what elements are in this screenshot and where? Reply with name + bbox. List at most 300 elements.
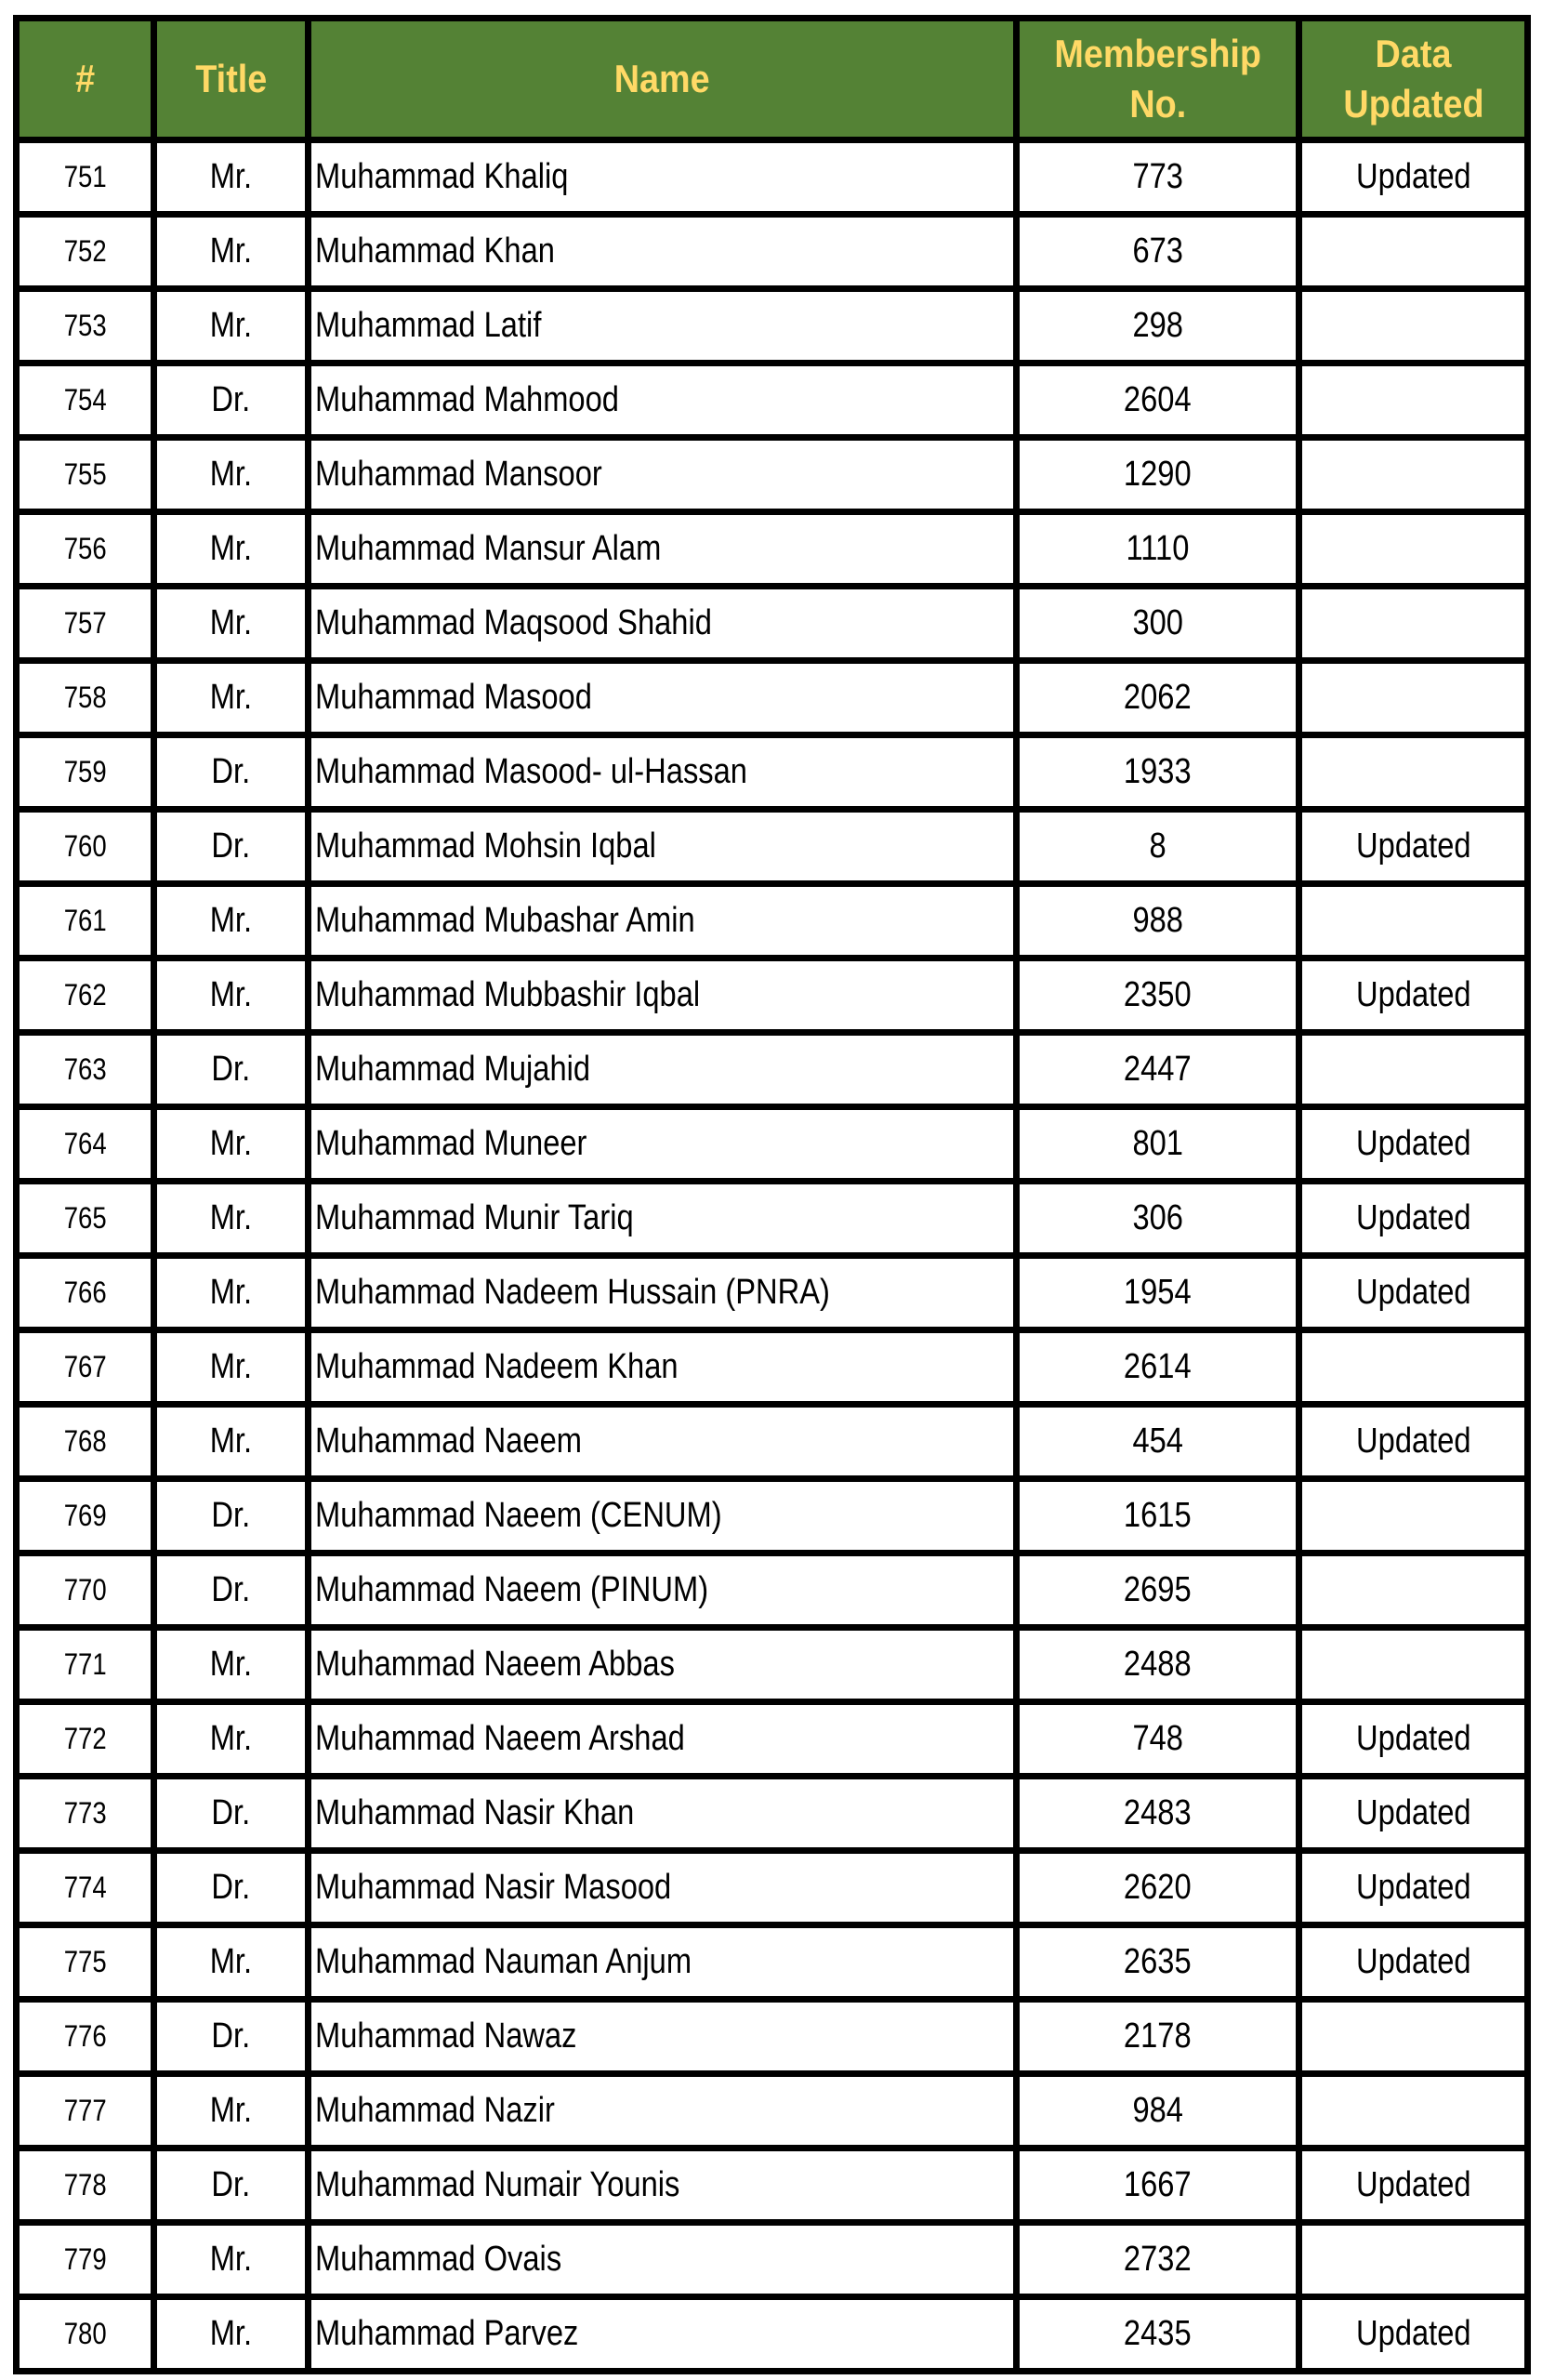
cell-title-text: Dr. xyxy=(211,380,251,419)
cell-name-text: Muhammad Nadeem Hussain (PNRA) xyxy=(315,1273,830,1312)
cell-membership-no-text: 2635 xyxy=(1124,1942,1192,1981)
cell-number-text: 768 xyxy=(63,1424,107,1458)
cell-data-updated xyxy=(1299,1702,1528,1777)
cell-title-text: Mr. xyxy=(209,1645,253,1684)
cell-name xyxy=(309,1330,1017,1405)
header-number-label: # xyxy=(74,57,96,100)
cell-name-text: Muhammad Latif xyxy=(315,306,542,345)
cell-name xyxy=(309,1107,1017,1182)
cell-membership-no xyxy=(1017,959,1299,1033)
cell-data-updated xyxy=(1299,1479,1528,1554)
cell-name-text: Muhammad Ovais xyxy=(315,2240,562,2279)
cell-number xyxy=(17,1107,154,1182)
cell-name-text: Muhammad Nasir Khan xyxy=(315,1793,635,1832)
cell-number xyxy=(17,1256,154,1330)
cell-membership-no-text: 988 xyxy=(1132,901,1183,940)
cell-number-text: 753 xyxy=(63,309,107,342)
cell-number xyxy=(17,1182,154,1256)
cell-name-text: Muhammad Khan xyxy=(315,231,555,271)
table-row xyxy=(17,1405,1528,1479)
cell-title-text: Dr. xyxy=(211,2016,251,2056)
cell-membership-no xyxy=(1017,1405,1299,1479)
cell-membership-no xyxy=(1017,1182,1299,1256)
cell-number xyxy=(17,289,154,364)
cell-title xyxy=(154,215,309,289)
cell-title xyxy=(154,1702,309,1777)
cell-data-updated xyxy=(1299,1256,1528,1330)
cell-name xyxy=(309,364,1017,438)
cell-title xyxy=(154,1405,309,1479)
cell-membership-no xyxy=(1017,1033,1299,1107)
cell-name-text: Muhammad Mohsin Iqbal xyxy=(315,826,656,866)
cell-data-updated xyxy=(1299,661,1528,735)
cell-membership-no-text: 2620 xyxy=(1124,1868,1192,1907)
header-data-line1: Data xyxy=(1375,32,1452,75)
cell-number xyxy=(17,810,154,884)
header-title-label: Title xyxy=(194,57,268,100)
header-membership-no xyxy=(1017,19,1299,140)
cell-title xyxy=(154,884,309,959)
cell-name-text: Muhammad Mubbashir Iqbal xyxy=(315,975,701,1014)
cell-name xyxy=(309,1777,1017,1851)
cell-name-text: Muhammad Maqsood Shahid xyxy=(315,603,712,642)
header-name-label: Name xyxy=(614,57,710,100)
cell-number xyxy=(17,1033,154,1107)
cell-membership-no-text: 748 xyxy=(1132,1719,1183,1758)
cell-data-updated xyxy=(1299,735,1528,810)
cell-number-text: 775 xyxy=(63,1945,107,1978)
cell-title xyxy=(154,1107,309,1182)
cell-name xyxy=(309,140,1017,215)
cell-number-text: 754 xyxy=(63,383,107,416)
cell-name-text: Muhammad Parvez xyxy=(315,2314,579,2353)
cell-membership-no xyxy=(1017,884,1299,959)
cell-data-updated xyxy=(1299,364,1528,438)
cell-membership-no-text: 984 xyxy=(1132,2091,1183,2130)
cell-membership-no xyxy=(1017,1256,1299,1330)
cell-name xyxy=(309,1851,1017,1925)
cell-title-text: Mr. xyxy=(209,2091,253,2130)
cell-name-text: Muhammad Mansoor xyxy=(315,455,602,494)
cell-name xyxy=(309,1554,1017,1628)
cell-name-text: Muhammad Khaliq xyxy=(315,157,569,196)
cell-membership-no xyxy=(1017,1107,1299,1182)
cell-membership-no xyxy=(1017,1479,1299,1554)
table-body xyxy=(17,140,1528,2372)
header-membership-line1: Membership xyxy=(1054,32,1261,75)
cell-title-text: Mr. xyxy=(209,1124,253,1163)
cell-title xyxy=(154,587,309,661)
cell-number-text: 767 xyxy=(63,1350,107,1383)
cell-membership-no-text: 1615 xyxy=(1124,1496,1192,1535)
header-membership-line2: No. xyxy=(1129,82,1186,126)
table-row xyxy=(17,1330,1528,1405)
table-row xyxy=(17,587,1528,661)
cell-data-updated xyxy=(1299,512,1528,587)
cell-name xyxy=(309,1405,1017,1479)
table-row xyxy=(17,810,1528,884)
cell-name xyxy=(309,512,1017,587)
cell-title-text: Mr. xyxy=(209,975,253,1014)
cell-title xyxy=(154,1182,309,1256)
cell-title xyxy=(154,2149,309,2223)
cell-name-text: Muhammad Masood- ul-Hassan xyxy=(315,752,747,791)
cell-membership-no xyxy=(1017,1330,1299,1405)
cell-membership-no-text: 1954 xyxy=(1124,1273,1192,1312)
cell-name xyxy=(309,289,1017,364)
cell-membership-no xyxy=(1017,810,1299,884)
cell-membership-no xyxy=(1017,1628,1299,1702)
cell-data-updated xyxy=(1299,215,1528,289)
cell-name xyxy=(309,661,1017,735)
cell-number xyxy=(17,2223,154,2297)
cell-membership-no xyxy=(1017,512,1299,587)
cell-membership-no xyxy=(1017,2074,1299,2149)
table-row xyxy=(17,1182,1528,1256)
cell-number-text: 772 xyxy=(63,1722,107,1755)
cell-name-text: Muhammad Mansur Alam xyxy=(315,529,662,568)
cell-title-text: Dr. xyxy=(211,2165,251,2204)
cell-title xyxy=(154,661,309,735)
cell-name-text: Muhammad Nauman Anjum xyxy=(315,1942,692,1981)
cell-number-text: 770 xyxy=(63,1573,107,1606)
cell-name xyxy=(309,1628,1017,1702)
table-row xyxy=(17,1777,1528,1851)
cell-data-updated-text: Updated xyxy=(1355,1868,1471,1907)
cell-title-text: Mr. xyxy=(209,1198,253,1237)
cell-title-text: Dr. xyxy=(211,752,251,791)
cell-name xyxy=(309,1182,1017,1256)
table-row xyxy=(17,289,1528,364)
cell-membership-no xyxy=(1017,1851,1299,1925)
cell-name-text: Muhammad Naeem xyxy=(315,1421,582,1461)
table-row xyxy=(17,2297,1528,2372)
cell-data-updated-text: Updated xyxy=(1355,2165,1471,2204)
header-title xyxy=(154,19,309,140)
cell-number xyxy=(17,735,154,810)
cell-membership-no xyxy=(1017,735,1299,810)
cell-title xyxy=(154,959,309,1033)
cell-membership-no-text: 306 xyxy=(1132,1198,1183,1237)
cell-name-text: Muhammad Munir Tariq xyxy=(315,1198,634,1237)
cell-number xyxy=(17,215,154,289)
cell-number-text: 780 xyxy=(63,2317,107,2350)
cell-number-text: 765 xyxy=(63,1201,107,1235)
cell-name-text: Muhammad Nasir Masood xyxy=(315,1868,672,1907)
table-row xyxy=(17,1702,1528,1777)
cell-number-text: 761 xyxy=(63,904,107,937)
cell-title xyxy=(154,1256,309,1330)
cell-name xyxy=(309,1256,1017,1330)
cell-title xyxy=(154,512,309,587)
cell-number-text: 752 xyxy=(63,234,107,268)
cell-title-text: Dr. xyxy=(211,826,251,866)
cell-title xyxy=(154,1033,309,1107)
cell-name-text: Muhammad Naeem (PINUM) xyxy=(315,1570,709,1609)
cell-title xyxy=(154,2074,309,2149)
cell-number xyxy=(17,512,154,587)
cell-title xyxy=(154,1479,309,1554)
cell-title xyxy=(154,289,309,364)
cell-title xyxy=(154,1851,309,1925)
cell-name-text: Muhammad Naeem Abbas xyxy=(315,1645,675,1684)
table-row xyxy=(17,1628,1528,1702)
cell-number-text: 755 xyxy=(63,457,107,491)
cell-data-updated xyxy=(1299,1182,1528,1256)
cell-number xyxy=(17,1330,154,1405)
header-data-updated xyxy=(1299,19,1528,140)
cell-data-updated xyxy=(1299,1777,1528,1851)
cell-title-text: Mr. xyxy=(209,306,253,345)
cell-name-text: Muhammad Mahmood xyxy=(315,380,619,419)
cell-name xyxy=(309,2000,1017,2074)
cell-data-updated xyxy=(1299,1330,1528,1405)
cell-title xyxy=(154,2000,309,2074)
cell-title-text: Dr. xyxy=(211,1793,251,1832)
cell-membership-no-text: 2614 xyxy=(1124,1347,1192,1386)
cell-data-updated-text: Updated xyxy=(1355,2314,1471,2353)
cell-data-updated xyxy=(1299,959,1528,1033)
cell-data-updated xyxy=(1299,1851,1528,1925)
cell-title-text: Mr. xyxy=(209,603,253,642)
cell-membership-no-text: 801 xyxy=(1132,1124,1183,1163)
cell-number xyxy=(17,1405,154,1479)
cell-membership-no xyxy=(1017,661,1299,735)
table-row xyxy=(17,364,1528,438)
cell-number-text: 766 xyxy=(63,1276,107,1309)
cell-membership-no xyxy=(1017,2000,1299,2074)
table-row xyxy=(17,2149,1528,2223)
cell-number xyxy=(17,140,154,215)
cell-name-text: Muhammad Nazir xyxy=(315,2091,555,2130)
cell-membership-no-text: 2350 xyxy=(1124,975,1192,1014)
cell-title-text: Dr. xyxy=(211,1868,251,1907)
cell-title-text: Mr. xyxy=(209,1273,253,1312)
cell-membership-no-text: 2695 xyxy=(1124,1570,1192,1609)
cell-name xyxy=(309,2149,1017,2223)
cell-number xyxy=(17,2000,154,2074)
cell-title-text: Mr. xyxy=(209,157,253,196)
table-row xyxy=(17,2000,1528,2074)
cell-name xyxy=(309,438,1017,512)
cell-number-text: 751 xyxy=(63,160,107,193)
cell-membership-no-text: 2732 xyxy=(1124,2240,1192,2279)
cell-membership-no-text: 2435 xyxy=(1124,2314,1192,2353)
cell-membership-no-text: 2447 xyxy=(1124,1050,1192,1089)
cell-data-updated xyxy=(1299,884,1528,959)
cell-title xyxy=(154,2223,309,2297)
cell-data-updated xyxy=(1299,2149,1528,2223)
cell-number xyxy=(17,587,154,661)
cell-title-text: Mr. xyxy=(209,1347,253,1386)
cell-data-updated xyxy=(1299,2000,1528,2074)
cell-name xyxy=(309,587,1017,661)
table-header-row xyxy=(17,19,1528,140)
cell-number-text: 760 xyxy=(63,829,107,863)
cell-membership-no-text: 454 xyxy=(1132,1421,1183,1461)
cell-number-text: 773 xyxy=(63,1796,107,1830)
cell-membership-no-text: 1290 xyxy=(1124,455,1192,494)
cell-data-updated xyxy=(1299,1628,1528,1702)
cell-membership-no-text: 2062 xyxy=(1124,678,1192,717)
cell-membership-no xyxy=(1017,1702,1299,1777)
cell-membership-no-text: 2604 xyxy=(1124,380,1192,419)
cell-number xyxy=(17,438,154,512)
table-row xyxy=(17,2074,1528,2149)
cell-number-text: 763 xyxy=(63,1052,107,1086)
cell-title xyxy=(154,1777,309,1851)
cell-title-text: Mr. xyxy=(209,901,253,940)
cell-data-updated-text: Updated xyxy=(1355,157,1471,196)
cell-title-text: Mr. xyxy=(209,231,253,271)
cell-number-text: 777 xyxy=(63,2094,107,2127)
cell-membership-no-text: 2483 xyxy=(1124,1793,1192,1832)
cell-membership-no xyxy=(1017,1777,1299,1851)
table-row xyxy=(17,1479,1528,1554)
cell-title-text: Mr. xyxy=(209,678,253,717)
cell-number-text: 764 xyxy=(63,1127,107,1160)
table-row xyxy=(17,661,1528,735)
cell-name-text: Muhammad Nawaz xyxy=(315,2016,577,2056)
cell-title xyxy=(154,810,309,884)
cell-number-text: 779 xyxy=(63,2242,107,2276)
cell-title-text: Mr. xyxy=(209,1942,253,1981)
cell-name xyxy=(309,215,1017,289)
cell-title xyxy=(154,735,309,810)
cell-number-text: 778 xyxy=(63,2168,107,2202)
cell-title-text: Dr. xyxy=(211,1570,251,1609)
cell-membership-no xyxy=(1017,1925,1299,2000)
table-row xyxy=(17,959,1528,1033)
cell-data-updated xyxy=(1299,1554,1528,1628)
table-row xyxy=(17,2223,1528,2297)
cell-name xyxy=(309,1925,1017,2000)
table-row xyxy=(17,140,1528,215)
cell-name xyxy=(309,735,1017,810)
cell-data-updated-text: Updated xyxy=(1355,1198,1471,1237)
cell-number xyxy=(17,2149,154,2223)
cell-membership-no-text: 298 xyxy=(1132,306,1183,345)
cell-data-updated xyxy=(1299,438,1528,512)
table-row xyxy=(17,1256,1528,1330)
cell-membership-no-text: 8 xyxy=(1149,826,1166,866)
cell-data-updated-text: Updated xyxy=(1355,1273,1471,1312)
cell-title xyxy=(154,1925,309,2000)
cell-number xyxy=(17,2074,154,2149)
cell-number-text: 762 xyxy=(63,978,107,1012)
cell-title xyxy=(154,2297,309,2372)
table-row xyxy=(17,438,1528,512)
cell-name xyxy=(309,884,1017,959)
cell-data-updated-text: Updated xyxy=(1355,1719,1471,1758)
cell-membership-no xyxy=(1017,2297,1299,2372)
table-row xyxy=(17,884,1528,959)
cell-membership-no xyxy=(1017,2223,1299,2297)
cell-number xyxy=(17,661,154,735)
cell-title-text: Mr. xyxy=(209,1421,253,1461)
cell-title xyxy=(154,364,309,438)
cell-membership-no-text: 2488 xyxy=(1124,1645,1192,1684)
cell-number-text: 771 xyxy=(63,1647,107,1681)
cell-membership-no xyxy=(1017,1554,1299,1628)
cell-number xyxy=(17,364,154,438)
cell-name-text: Muhammad Mujahid xyxy=(315,1050,591,1089)
table-row xyxy=(17,1554,1528,1628)
cell-title xyxy=(154,1554,309,1628)
cell-membership-no xyxy=(1017,215,1299,289)
cell-membership-no xyxy=(1017,587,1299,661)
cell-name-text: Muhammad Numair Younis xyxy=(315,2165,680,2204)
cell-name xyxy=(309,959,1017,1033)
cell-number-text: 756 xyxy=(63,532,107,565)
cell-membership-no-text: 1933 xyxy=(1124,752,1192,791)
cell-number-text: 776 xyxy=(63,2019,107,2053)
cell-membership-no-text: 773 xyxy=(1132,157,1183,196)
cell-name-text: Muhammad Muneer xyxy=(315,1124,587,1163)
cell-name xyxy=(309,810,1017,884)
cell-data-updated xyxy=(1299,1405,1528,1479)
cell-title-text: Mr. xyxy=(209,1719,253,1758)
table-row xyxy=(17,215,1528,289)
cell-data-updated xyxy=(1299,810,1528,884)
cell-data-updated xyxy=(1299,1107,1528,1182)
cell-title xyxy=(154,1628,309,1702)
cell-name xyxy=(309,2297,1017,2372)
cell-name-text: Muhammad Masood xyxy=(315,678,592,717)
cell-data-updated xyxy=(1299,1925,1528,2000)
cell-name xyxy=(309,1702,1017,1777)
cell-membership-no-text: 1667 xyxy=(1124,2165,1192,2204)
cell-number xyxy=(17,959,154,1033)
cell-data-updated xyxy=(1299,2223,1528,2297)
cell-title-text: Mr. xyxy=(209,2240,253,2279)
cell-number-text: 774 xyxy=(63,1871,107,1904)
cell-membership-no xyxy=(1017,364,1299,438)
cell-name-text: Muhammad Naeem (CENUM) xyxy=(315,1496,722,1535)
cell-name-text: Muhammad Mubashar Amin xyxy=(315,901,695,940)
cell-name xyxy=(309,1479,1017,1554)
cell-number-text: 769 xyxy=(63,1499,107,1532)
cell-name-text: Muhammad Nadeem Khan xyxy=(315,1347,679,1386)
cell-name-text: Muhammad Naeem Arshad xyxy=(315,1719,685,1758)
cell-membership-no xyxy=(1017,289,1299,364)
cell-number xyxy=(17,1479,154,1554)
cell-data-updated xyxy=(1299,140,1528,215)
cell-data-updated-text: Updated xyxy=(1355,826,1471,866)
cell-membership-no-text: 1110 xyxy=(1126,529,1190,568)
table-row xyxy=(17,1851,1528,1925)
cell-data-updated xyxy=(1299,2297,1528,2372)
cell-membership-no-text: 2178 xyxy=(1124,2016,1192,2056)
cell-data-updated-text: Updated xyxy=(1355,1942,1471,1981)
table-row xyxy=(17,735,1528,810)
cell-number xyxy=(17,1925,154,2000)
cell-number-text: 759 xyxy=(63,755,107,788)
cell-number xyxy=(17,2297,154,2372)
cell-number xyxy=(17,1554,154,1628)
table-row xyxy=(17,1107,1528,1182)
table-row xyxy=(17,1033,1528,1107)
cell-number xyxy=(17,1851,154,1925)
table-row xyxy=(17,512,1528,587)
cell-membership-no xyxy=(1017,438,1299,512)
cell-number xyxy=(17,1702,154,1777)
cell-title-text: Mr. xyxy=(209,455,253,494)
cell-name xyxy=(309,1033,1017,1107)
header-data-line2: Updated xyxy=(1342,82,1484,126)
cell-title-text: Dr. xyxy=(211,1050,251,1089)
membership-table xyxy=(13,15,1531,2374)
